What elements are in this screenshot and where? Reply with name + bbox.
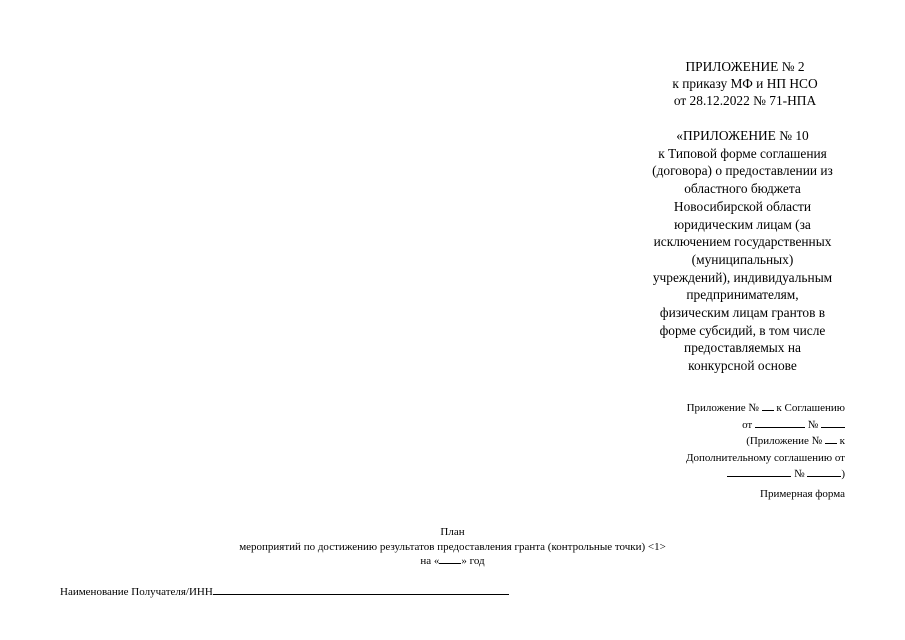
blank-field — [825, 434, 837, 444]
agreement-line-2: от № — [686, 417, 845, 434]
appendix-10-line: (договора) о предоставлении из — [652, 163, 833, 179]
appendix-10-line: «ПРИЛОЖЕНИЕ № 10 — [676, 128, 809, 143]
appendix-10-line: физическим лицам грантов в — [659, 305, 826, 321]
blank-field — [727, 467, 791, 477]
appendix-10-line: форме субсидий, в том числе — [659, 322, 826, 338]
appendix-10-line: Новосибирской области — [673, 198, 812, 214]
plan-subtitle: мероприятий по достижению результатов предоставления гранта (контрольные точки) <1> — [239, 540, 666, 553]
appendix-2-line: к приказу МФ и НП НСО — [672, 76, 818, 91]
blank-field — [807, 467, 841, 477]
recipient-field — [60, 584, 509, 598]
appendix-10-line: к Типовой форме соглашения — [658, 145, 827, 161]
appendix-2-line: ПРИЛОЖЕНИЕ № 2 — [685, 59, 805, 74]
agreement-line-4: Дополнительному соглашению от — [685, 451, 845, 464]
appendix-10-line: предоставляемых на — [684, 340, 801, 356]
agreement-line-1: Приложение № к Соглашению — [686, 402, 845, 414]
year-blank — [439, 554, 461, 564]
agreement-line-5: № ) — [686, 466, 845, 483]
appendix-2-line: от 28.12.2022 № 71-НПА — [673, 93, 817, 108]
appendix-10-line: (муниципальных) — [691, 251, 794, 267]
form-type-label: Примерная форма — [760, 488, 845, 500]
blank-field — [821, 418, 845, 428]
plan-title-block — [0, 525, 905, 569]
plan-year: на « » год — [420, 555, 485, 567]
recipient-blank-line — [213, 584, 509, 595]
plan-title: План — [440, 526, 465, 538]
agreement-reference — [686, 400, 845, 483]
agreement-line-3: (Приложение № к — [746, 435, 845, 448]
blank-field — [762, 401, 774, 411]
appendix-10-line: учреждений), индивидуальным — [652, 269, 833, 285]
recipient-label: Наименование Получателя/ИНН — [60, 586, 213, 598]
appendix-10-header — [630, 127, 855, 375]
appendix-10-line: конкурсной основе — [688, 358, 797, 374]
appendix-2-header — [640, 58, 850, 109]
blank-field — [755, 418, 805, 428]
appendix-10-line: юридическим лицам (за — [674, 216, 811, 232]
appendix-10-line: предпринимателям, — [686, 287, 799, 303]
appendix-10-line: областного бюджета — [684, 181, 801, 197]
appendix-10-line: исключением государственных — [653, 234, 832, 250]
